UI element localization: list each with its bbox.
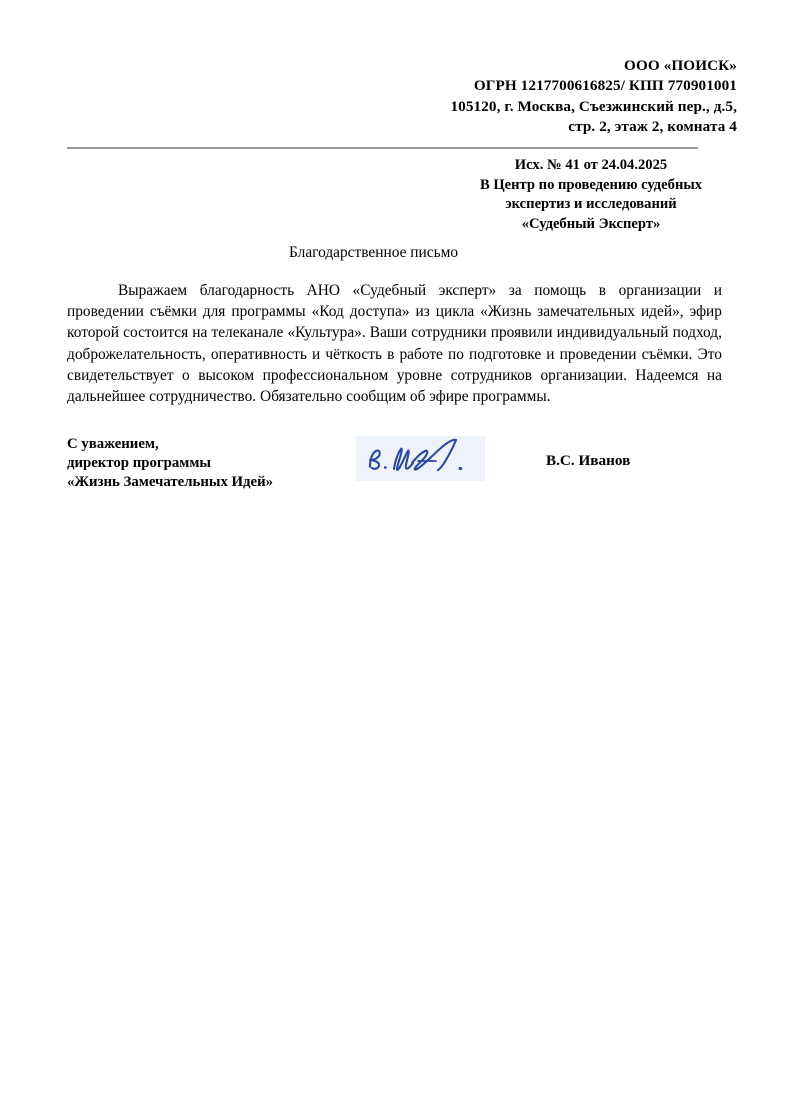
signoff-program-name: «Жизнь Замечательных Идей» — [67, 474, 274, 491]
company-registration: ОГРН 1217700616825/ КПП 770901001 — [473, 77, 737, 95]
recipient-line-2: экспертиз и исследований — [505, 196, 677, 213]
recipient-line-1: В Центр по проведению судебных — [479, 176, 703, 193]
signature-icon — [356, 436, 485, 481]
company-address-line-1: 105120, г. Москва, Съезжинский пер., д.5, — [450, 97, 737, 115]
company-name: ООО «ПОИСК» — [624, 57, 737, 74]
company-header — [300, 56, 737, 137]
signer-name: В.С. Иванов — [546, 452, 631, 469]
letter-title: Благодарственное письмо — [289, 244, 459, 261]
header-divider — [67, 147, 698, 149]
company-address-line-2: стр. 2, этаж 2, комната 4 — [568, 117, 737, 135]
recipient-organization: «Судебный Эксперт» — [521, 215, 661, 232]
signoff-position: директор программы — [67, 455, 211, 472]
letter-body-paragraph: Выражаем благодарность АНО «Судебный эксперт» за помощь в организации и проведении съёмки для программы «Код доступа» из цикла «Жизнь замечательных идей», эфир которой состоится на телеканале «Культура». Ваши сотрудники проявили индивидуальный подход, доброжелательность, оперативность и чёткость в работе по подготовке и проведении съёмки. Это свидетельствует о высоком профессиональном уровне сотрудников организации. Надеемся на дальнейшее сотрудничество. Обязательно сообщим об эфире программы. — [67, 282, 722, 406]
outgoing-reference-number: Исх. № 41 от 24.04.2025 — [514, 157, 668, 173]
handwritten-signature-image — [356, 436, 485, 481]
signoff-closing: С уважением, — [67, 436, 159, 452]
signoff-block — [67, 435, 273, 493]
recipient-block — [455, 156, 727, 234]
